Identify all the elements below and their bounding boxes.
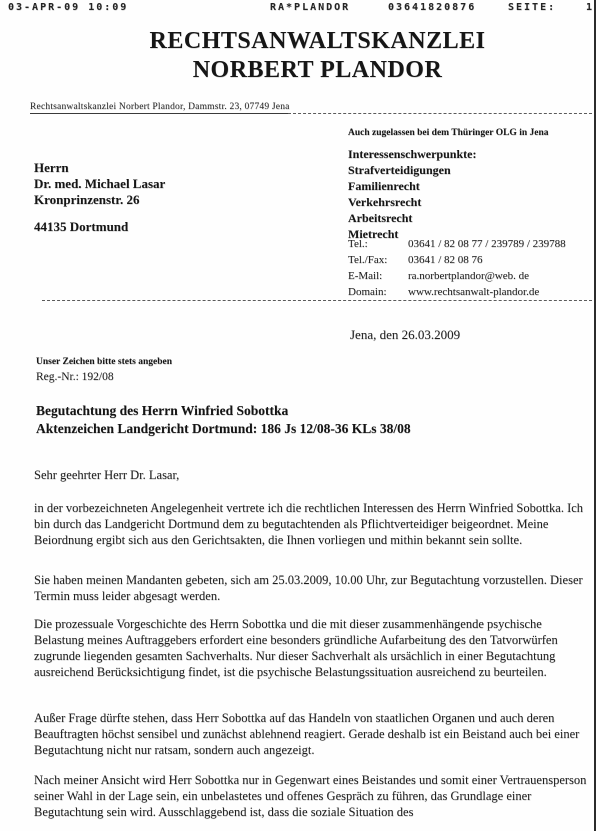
sender-return-address [30,102,290,112]
letterhead-title-line2: NORBERT PLANDOR [192,57,443,83]
fax-number: 03641820876 [388,2,477,13]
sender-return-address-text: Rechtsanwaltskanzlei Norbert Plandor, Dammstr. 23, 07749 Jena [30,102,290,112]
reference-number: Reg.-Nr.: 192/08 [36,371,114,383]
fax-timestamp: 03-APR-09 10:09 [8,2,129,13]
practice-area-item: Verkehrsrecht [348,195,422,209]
letter-dateline: Jena, den 26.03.2009 [350,327,461,342]
practice-areas-list [348,146,476,242]
letterhead-title-line1: RECHTSANWALTSKANZLEI [149,28,486,54]
recipient-line: Herrn [34,160,69,175]
fax-sender-id: RA*PLANDOR [270,2,351,13]
contact-label: Tel./Fax: [348,254,388,266]
divider-dashed-middle [42,300,592,301]
body-paragraph: Die prozessuale Vorgeschichte des Herrn Sobottka und die mit dieser zusammenhängende psychische Belastung meines Auftraggebers erfordert eine besonders gründliche Aufarbeitung des den Tatvorwürfen zugrunde liegenden gesamten Sachverhalts. Nur dieser Sachverhalt als ursächlich in einer Begutachtung ausreichend Berücksichtigung findet, ist die psychische Belastungssituation ausreichend zu beurteilen. [34,617,558,679]
contact-value: ra.norbertplandor@web. de [408,270,529,282]
body-paragraph: Nach meiner Ansicht wird Herr Sobottka nur in Gegenwart eines Beistandes und somit einer Vertrauensperson seiner Wahl in der Lage sein, ein unbelastetes und offenes Gespräch zu führen, das Grundlage einer Begutachtung sein wird. Ausschlaggebend ist, dass die soziale Situation des [34,773,587,819]
contact-row-domain [348,284,566,300]
fax-page-label: SEITE: [508,2,557,13]
recipient-line: Dr. med. Michael Lasar [34,176,166,191]
contact-row-fax [348,252,566,268]
contact-value: www.rechtsanwalt-plandor.de [408,286,540,298]
contact-label: Domain: [348,286,387,298]
subject-line-2: Aktenzeichen Landgericht Dortmund: 186 Js 12/08-36 KLs 38/08 [36,420,411,436]
body-paragraph: Außer Frage dürfte stehen, dass Herr Sobottka auf das Handeln von staatlichen Organen und auch deren Beauftragten höchst sensibel und zunächst ablehnend reagiert. Gerade deshalb ist ein Beistand auch bei einer Begutachtung nicht nur ratsam, sondern auch angezeigt. [34,711,580,757]
recipient-city: 44135 Dortmund [34,219,129,234]
scan-edge-line [594,0,596,831]
contact-info-block [348,236,566,300]
contact-value: 03641 / 82 08 77 / 239789 / 239788 [408,238,566,250]
body-paragraph: Sie haben meinen Mandanten gebeten, sich am 25.03.2009, 10.00 Uhr, zur Begutachtung vorzustellen. Dieser Termin muss leider abgesagt werden. [34,573,583,603]
contact-label: Tel.: [348,238,368,250]
reference-note: Unser Zeichen bitte stets angeben [36,357,172,367]
fax-header [0,2,600,16]
contact-value: 03641 / 82 08 76 [408,254,483,266]
subject-block [36,402,411,437]
contact-row-tel [348,236,566,252]
divider-dashed-top [288,113,592,114]
practice-areas-title: Interessenschwerpunkte: [348,147,477,161]
practice-area-item: Mietrecht [348,227,399,241]
body-paragraph: in der vorbezeichneten Angelegenheit vertrete ich die rechtlichen Interessen des Herrn Winfried Sobottka. Ich bin durch das Landgericht Dortmund dem zu begutachtenden als Pflichtverteidiger beigeordnet. Meine Beiordnung ergibt sich aus den Gerichtsakten, die Ihnen vorliegen und mithin bekannt sein sollte. [34,501,584,547]
contact-row-email [348,268,566,284]
salutation: Sehr geehrter Herr Dr. Lasar, [34,468,180,482]
practice-area-item: Strafverteidigungen [348,163,451,177]
contact-label: E-Mail: [348,270,383,282]
practice-area-item: Familienrecht [348,179,420,193]
recipient-line: Kronprinzenstr. 26 [34,192,140,207]
recipient-address-block [34,160,165,235]
olg-admission-note: Auch zugelassen bei dem Thüringer OLG in Jena [348,128,549,138]
subject-line-1: Begutachtung des Herrn Winfried Sobottka [36,403,289,418]
practice-area-item: Arbeitsrecht [348,211,413,225]
fax-page-number: 1 [586,2,595,13]
